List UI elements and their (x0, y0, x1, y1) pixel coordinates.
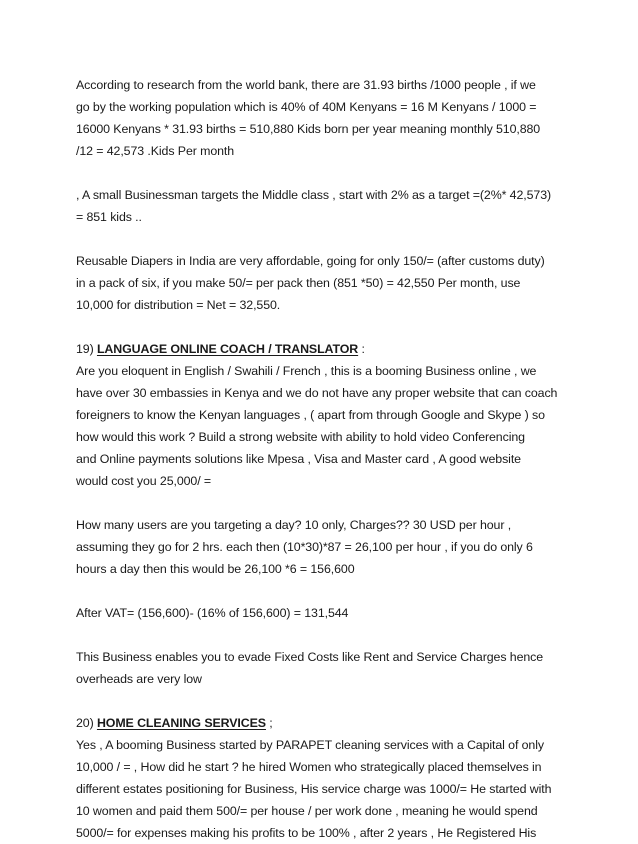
text-line: This Business enables you to evade Fixed Costs like Rent and Service Charges hence (76, 650, 544, 664)
text-line: how would this work ? Build a strong website with ability to hold video Conferencing (76, 430, 525, 444)
text-line: 10,000 / = , How did he start ? he hired Women who strategically placed themselves in (76, 760, 542, 774)
text-line: in a pack of six, if you make 50/= per pack then (851 *50) = 42,550 Per month, use (76, 276, 521, 290)
text-line: 16000 Kenyans * 31.93 births = 510,880 Kids born per year meaning monthly 510,880 (76, 122, 541, 136)
section-number: 19) (76, 342, 97, 356)
text-line: = 851 kids .. (76, 210, 142, 224)
text-line: After VAT= (156,600)- (16% of 156,600) = 131,544 (76, 606, 349, 620)
text-line: have over 30 embassies in Kenya and we do not have any proper website that can coach (76, 386, 558, 400)
section-19-heading (76, 338, 572, 360)
paragraph-user-charges (76, 514, 572, 580)
text-line: Are you eloquent in English / Swahili / French , this is a booming Business online , we (76, 364, 537, 378)
text-line: hours a day then this would be 26,100 *6 = 156,600 (76, 562, 355, 576)
text-line: 5000/= for expenses making his profits to be 100% , after 2 years , He Registered His (76, 826, 537, 840)
text-line: would cost you 25,000/ = (76, 474, 212, 488)
section-20-intro (76, 712, 572, 844)
text-line: Reusable Diapers in India are very affordable, going for only 150/= (after customs duty) (76, 254, 545, 268)
text-line: How many users are you targeting a day? 10 only, Charges?? 30 USD per hour , (76, 518, 512, 532)
text-line: According to research from the world bank, there are 31.93 births /1000 people , if we (76, 78, 536, 92)
text-line: foreigners to know the Kenyan languages , ( apart from through Google and Skype ) so (76, 408, 545, 422)
text-line: /12 = 42,573 .Kids Per month (76, 144, 235, 158)
section-19-intro (76, 338, 572, 492)
document-body (76, 74, 572, 844)
section-suffix: ; (265, 716, 273, 730)
section-title: LANGUAGE ONLINE COACH / TRANSLATOR (96, 342, 359, 356)
section-20-heading (76, 712, 572, 734)
text-line: different estates positioning for Business, His service charge was 1000/= He started with (76, 782, 552, 796)
text-line: overheads are very low (76, 672, 202, 686)
paragraph-birth-statistics (76, 74, 572, 162)
section-suffix: : (358, 342, 365, 356)
paragraph-target-market (76, 184, 572, 228)
text-line: assuming they go for 2 hrs. each then (10*30)*87 = 26,100 per hour , if you do only 6 (76, 540, 533, 554)
text-line: Yes , A booming Business started by PARAPET cleaning services with a Capital of only (76, 738, 544, 752)
paragraph-after-vat (76, 602, 572, 624)
text-line: , A small Businessman targets the Middle class , start with 2% as a target =(2%* 42,573) (76, 188, 552, 202)
text-line: and Online payments solutions like Mpesa , Visa and Master card , A good website (76, 452, 521, 466)
paragraph-diaper-pricing (76, 250, 572, 316)
text-line: 10,000 for distribution = Net = 32,550. (76, 298, 281, 312)
text-line: 10 women and paid them 500/= per house / per work done , meaning he would spend (76, 804, 538, 818)
paragraph-fixed-costs (76, 646, 572, 690)
text-line: go by the working population which is 40% of 40M Kenyans = 16 M Kenyans / 1000 = (76, 100, 537, 114)
section-number: 20) (76, 716, 97, 730)
section-title: HOME CLEANING SERVICES (96, 716, 266, 730)
